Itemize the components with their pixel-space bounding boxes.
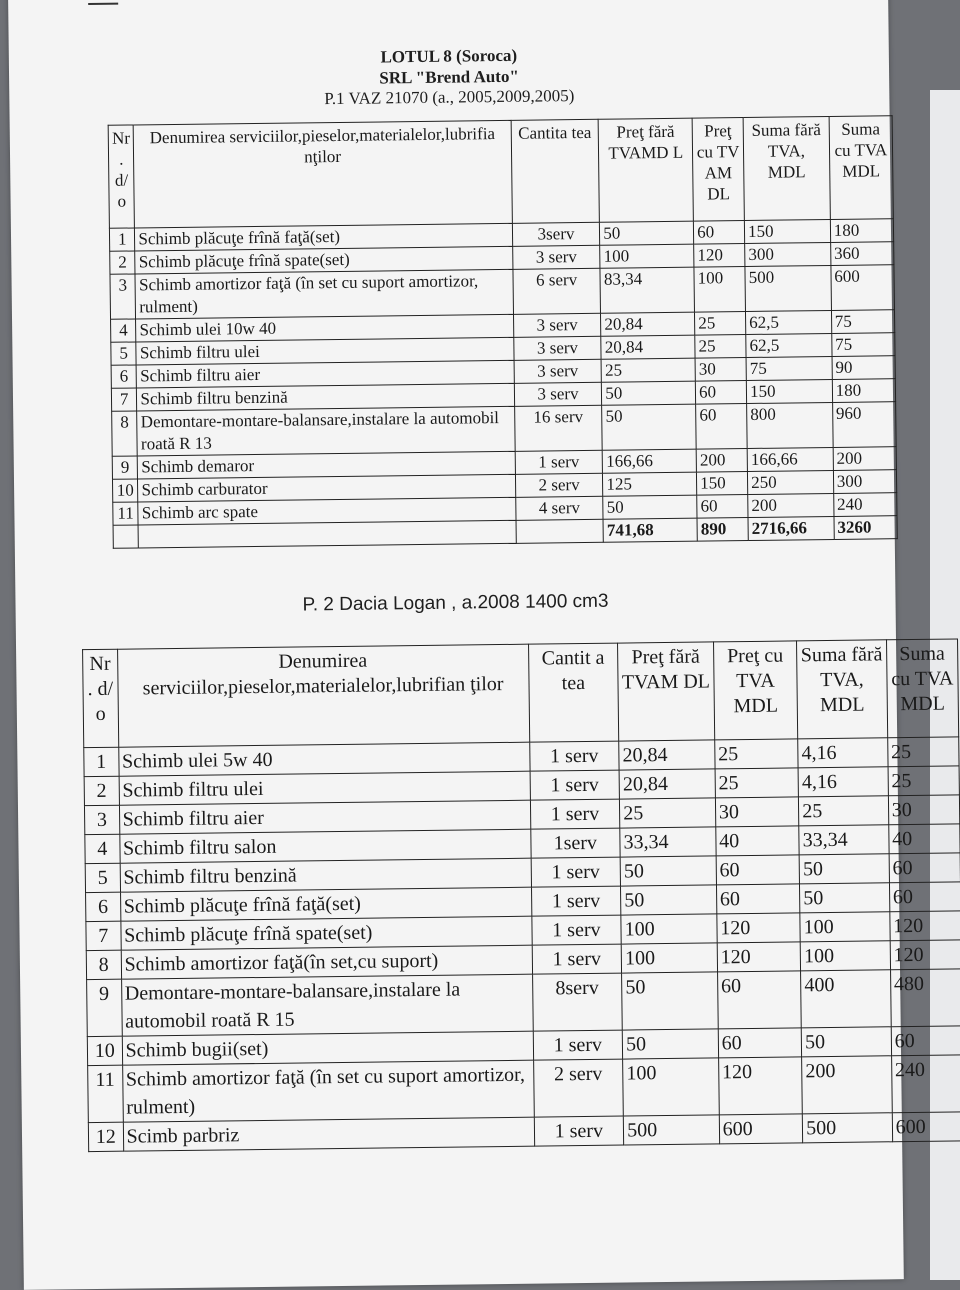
price-no-vat: 100 — [621, 943, 717, 973]
sum-no-vat: 200 — [748, 493, 834, 517]
price-with-vat: 600 — [719, 1114, 803, 1144]
sum-with-vat: 60 — [889, 882, 960, 912]
quantity: 3 serv — [514, 359, 602, 383]
sum-with-vat: 180 — [830, 219, 894, 243]
pen-mark — [88, 3, 118, 5]
row-number: 11 — [113, 502, 139, 525]
row-number: 2 — [110, 251, 136, 274]
col-header-nr: Nr . d/ o — [108, 125, 135, 228]
service-name: Schimb filtru benzină — [120, 858, 531, 892]
sum-no-vat: 150 — [744, 219, 830, 243]
quantity: 3serv — [512, 222, 600, 246]
row-number: 7 — [86, 921, 121, 950]
price-no-vat: 20,84 — [601, 312, 695, 336]
col-header-price-vat: Preţ cu TV AM DL — [692, 118, 744, 222]
row-number: 8 — [86, 950, 121, 979]
row-number: 11 — [88, 1065, 123, 1122]
service-name: Schimb filtru ulei — [136, 337, 513, 365]
table-dacia — [82, 638, 960, 1152]
quantity: 3 serv — [512, 245, 600, 269]
sum-with-vat: 240 — [833, 493, 897, 517]
table-vaz — [108, 115, 898, 549]
row-number: 8 — [112, 411, 138, 456]
sum-with-vat: 30 — [888, 795, 960, 825]
sum-with-vat: 300 — [833, 470, 897, 494]
quantity: 1 serv — [531, 857, 621, 887]
price-no-vat: 50 — [600, 221, 694, 245]
row-number: 10 — [112, 479, 138, 502]
total-price-vat: 890 — [697, 517, 748, 541]
service-name: Demontare-montare-balansare,instalare la automobil roată R 13 — [137, 406, 515, 456]
price-with-vat: 25 — [695, 312, 746, 336]
row-number: 2 — [84, 776, 119, 805]
row-number: 9 — [87, 979, 122, 1036]
sum-with-vat: 90 — [832, 356, 896, 380]
service-name: Schimb plăcuţe frînă spate(set) — [120, 916, 531, 950]
sum-no-vat: 200 — [802, 1056, 892, 1114]
quantity: 2 serv — [533, 1059, 623, 1117]
sum-with-vat: 180 — [832, 379, 896, 403]
row-number: 1 — [84, 747, 119, 776]
sum-no-vat: 50 — [799, 854, 889, 884]
sum-no-vat: 4,16 — [798, 738, 888, 768]
price-with-vat: 25 — [695, 335, 746, 359]
sum-no-vat: 75 — [746, 356, 832, 380]
price-no-vat: 500 — [623, 1115, 719, 1145]
service-name: Schimb filtru benzină — [137, 383, 514, 411]
total-price: 741,68 — [603, 518, 697, 542]
service-name: Schimb amortizor faţă(în set,cu suport) — [121, 945, 532, 979]
price-no-vat: 25 — [620, 798, 716, 828]
col-header-sum-vat: Suma cu TVA MDL — [829, 116, 894, 220]
col-header-price-vat: Preţ cu TVA MDL — [713, 641, 798, 740]
col-header-qty: Cantit a tea — [528, 643, 619, 742]
row-number: 12 — [88, 1122, 123, 1151]
sum-no-vat: 62,5 — [746, 310, 832, 334]
quantity: 3 serv — [513, 336, 601, 360]
company-name: SRL "Brend Auto" — [379, 66, 519, 88]
service-name: Schimb ulei 5w 40 — [118, 742, 529, 776]
sum-no-vat: 100 — [800, 941, 890, 971]
price-with-vat: 60 — [717, 971, 801, 1029]
sum-with-vat: 60 — [889, 853, 960, 883]
sum-with-vat: 480 — [890, 969, 960, 1027]
sum-no-vat: 500 — [745, 265, 831, 311]
sum-with-vat: 75 — [831, 310, 895, 334]
price-no-vat: 50 — [622, 1029, 718, 1059]
price-no-vat: 100 — [621, 914, 717, 944]
sum-no-vat: 500 — [802, 1113, 892, 1143]
row-number: 7 — [111, 388, 137, 411]
price-with-vat: 60 — [694, 221, 745, 245]
service-name: Schimb plăcuţe frînă faţă(set) — [120, 887, 531, 921]
sum-with-vat: 960 — [832, 402, 896, 448]
quantity: 8serv — [532, 973, 622, 1031]
col-header-sum: Suma fără TVA, MDL — [743, 116, 830, 220]
sum-with-vat: 120 — [890, 940, 960, 970]
price-with-vat: 120 — [717, 913, 801, 943]
quantity: 1 serv — [531, 915, 621, 945]
sum-no-vat: 4,16 — [798, 767, 888, 797]
price-no-vat: 20,84 — [601, 335, 695, 359]
service-name: Schimb ulei 10w 40 — [136, 314, 513, 342]
price-no-vat: 100 — [600, 244, 694, 268]
price-no-vat: 25 — [601, 358, 695, 382]
quantity: 16 serv — [514, 405, 602, 451]
quantity: 1serv — [530, 828, 620, 858]
quantity: 3 serv — [514, 382, 602, 406]
price-no-vat: 20,84 — [619, 740, 715, 770]
sum-with-vat: 25 — [887, 737, 959, 767]
price-with-vat: 120 — [694, 244, 745, 268]
sum-with-vat: 75 — [832, 333, 896, 357]
price-with-vat: 120 — [718, 1057, 802, 1115]
sum-no-vat: 400 — [801, 970, 891, 1028]
table-row — [88, 1055, 960, 1123]
price-no-vat: 20,84 — [619, 769, 715, 799]
row-number: 3 — [84, 805, 119, 834]
price-no-vat: 50 — [603, 495, 697, 519]
service-name: Schimb plăcuţe frînă spate(set) — [135, 246, 512, 274]
service-name: Scimb parbriz — [123, 1117, 534, 1151]
price-with-vat: 150 — [697, 472, 748, 496]
total-sum: 2716,66 — [748, 516, 834, 540]
sum-no-vat: 250 — [748, 470, 834, 494]
service-name: Schimb bugii(set) — [122, 1031, 533, 1065]
price-with-vat: 60 — [718, 1028, 802, 1058]
service-name: Schimb demaror — [138, 451, 515, 479]
price-with-vat: 30 — [695, 358, 746, 382]
service-name: Schimb carburator — [138, 474, 515, 502]
price-no-vat: 100 — [623, 1058, 719, 1116]
price-no-vat: 50 — [622, 972, 718, 1030]
quantity: 1 serv — [515, 450, 603, 474]
table-row — [87, 969, 960, 1037]
price-no-vat: 50 — [621, 885, 717, 915]
sum-with-vat: 25 — [888, 766, 960, 796]
price-no-vat: 166,66 — [603, 449, 697, 473]
price-with-vat: 40 — [716, 826, 800, 856]
service-name: Schimb arc spate — [138, 497, 515, 525]
price-with-vat: 30 — [715, 797, 799, 827]
sum-with-vat: 40 — [888, 824, 960, 854]
quantity: 1 serv — [533, 1030, 623, 1060]
quantity: 1 serv — [529, 741, 619, 771]
price-with-vat: 60 — [696, 404, 748, 450]
price-with-vat: 60 — [716, 855, 800, 885]
col-header-sum: Suma fără TVA, MDL — [797, 640, 888, 739]
quantity: 1 serv — [530, 770, 620, 800]
service-name: Schimb amortizor faţă (în set cu suport amortizor, rulment) — [135, 269, 513, 319]
service-name: Schimb plăcuţe frînă faţă(set) — [135, 223, 512, 251]
col-header-nr: Nr . d/ o — [83, 649, 119, 747]
lot-title: LOTUL 8 (Soroca) — [380, 45, 518, 67]
row-number: 5 — [111, 342, 137, 365]
table-header-row — [108, 116, 893, 229]
service-name: Schimb filtru ulei — [119, 771, 530, 805]
service-name: Schimb filtru salon — [119, 829, 530, 863]
sum-no-vat: 300 — [745, 242, 831, 266]
row-number: 9 — [112, 456, 138, 479]
col-header-qty: Cantita tea — [511, 119, 600, 223]
sum-no-vat: 100 — [800, 912, 890, 942]
row-number: 6 — [111, 365, 137, 388]
sum-with-vat: 240 — [891, 1055, 960, 1113]
col-header-price: Preţ fără TVAMD L — [598, 118, 693, 222]
price-no-vat: 33,34 — [620, 827, 716, 857]
col-header-name: Denumirea serviciilor,pieselor,materialelor,lubrifian ţilor — [117, 644, 529, 747]
quantity: 2 serv — [515, 473, 603, 497]
price-with-vat: 60 — [697, 494, 748, 518]
sum-with-vat: 200 — [833, 447, 897, 471]
total-sum-vat: 3260 — [834, 516, 898, 540]
price-no-vat: 50 — [620, 856, 716, 886]
col-header-sum-vat: Suma cu TVA MDL — [886, 639, 958, 738]
row-number: 4 — [111, 319, 137, 342]
sum-with-vat: 600 — [892, 1112, 960, 1142]
service-name: Demontare-montare-balansare,instalare la automobil roată R 15 — [121, 974, 533, 1036]
quantity: 3 serv — [513, 313, 601, 337]
quantity: 1 serv — [530, 799, 620, 829]
price-with-vat: 60 — [716, 884, 800, 914]
col-header-name: Denumirea serviciilor,pieselor,materialelor,lubrifia nţilor — [134, 120, 512, 228]
service-name: Schimb amortizor faţă (în set cu suport amortizor, rulment) — [122, 1060, 534, 1122]
quantity: 6 serv — [513, 268, 601, 314]
sum-with-vat: 60 — [891, 1026, 960, 1056]
service-name: Schimb filtru aier — [119, 800, 530, 834]
sum-no-vat: 25 — [799, 796, 889, 826]
sum-no-vat: 800 — [747, 402, 833, 448]
sum-with-vat: 360 — [830, 242, 894, 266]
price-no-vat: 50 — [602, 381, 696, 405]
sum-no-vat: 150 — [746, 379, 832, 403]
sum-no-vat: 62,5 — [746, 333, 832, 357]
quantity: 1 serv — [532, 944, 622, 974]
sum-no-vat: 50 — [800, 883, 890, 913]
sum-no-vat: 166,66 — [747, 447, 833, 471]
sum-no-vat: 50 — [801, 1027, 891, 1057]
row-number: 5 — [85, 863, 120, 892]
price-with-vat: 200 — [696, 449, 747, 473]
col-header-price: Preţ fără TVAM DL — [618, 642, 715, 741]
price-no-vat: 83,34 — [600, 267, 694, 313]
service-name: Schimb filtru aier — [137, 360, 514, 388]
quantity: 1 serv — [531, 886, 621, 916]
sum-with-vat: 600 — [831, 265, 895, 311]
price-with-vat: 100 — [694, 267, 746, 313]
document-page — [8, 0, 954, 1290]
quantity: 4 serv — [515, 496, 603, 520]
row-number: 3 — [110, 274, 136, 319]
price-with-vat: 25 — [714, 739, 798, 769]
price-with-vat: 25 — [715, 768, 799, 798]
price-no-vat: 50 — [602, 404, 696, 450]
row-number: 6 — [86, 892, 121, 921]
price-with-vat: 120 — [717, 942, 801, 972]
row-number: 1 — [109, 228, 135, 251]
sum-with-vat: 120 — [890, 911, 960, 941]
price-no-vat: 125 — [603, 472, 697, 496]
sum-no-vat: 33,34 — [799, 825, 889, 855]
table-header-row — [83, 639, 959, 748]
price-with-vat: 60 — [695, 381, 746, 405]
section1-title: P.1 VAZ 21070 (a., 2005,2009,2005) — [324, 86, 575, 109]
row-number: 4 — [85, 834, 120, 863]
section2-title: P. 2 Dacia Logan , a.2008 1400 cm3 — [302, 590, 609, 616]
quantity: 1 serv — [534, 1116, 624, 1146]
row-number: 10 — [87, 1036, 122, 1065]
